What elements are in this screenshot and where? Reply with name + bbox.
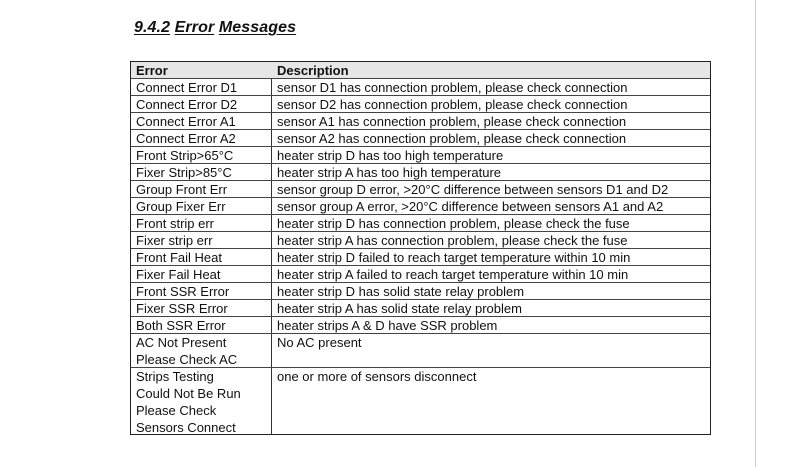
error-cell: Front strip err bbox=[136, 216, 215, 231]
table-header-row bbox=[131, 62, 710, 79]
error-cell: Both SSR Error bbox=[136, 318, 226, 333]
error-cell: Connect Error A2 bbox=[136, 131, 236, 146]
table-row bbox=[131, 249, 710, 266]
table-row bbox=[131, 164, 710, 181]
error-cell: Connect Error D1 bbox=[136, 80, 238, 95]
table-row bbox=[131, 113, 710, 130]
error-cell: Connect Error D2 bbox=[136, 97, 238, 112]
error-cell: Connect Error A1 bbox=[136, 114, 236, 129]
error-cell: Fixer Fail Heat bbox=[136, 267, 221, 282]
description-cell: heater strip A failed to reach target temperature within 10 min bbox=[277, 267, 629, 282]
error-cell: Group Front Err bbox=[136, 182, 228, 197]
page-margin-rule bbox=[755, 0, 756, 467]
description-cell: sensor D1 has connection problem, please check connection bbox=[277, 80, 628, 95]
description-cell: heater strip D has connection problem, please check the fuse bbox=[277, 216, 630, 231]
table-row bbox=[131, 317, 710, 334]
description-cell: one or more of sensors disconnect bbox=[277, 369, 477, 384]
error-cell: Group Fixer Err bbox=[136, 199, 226, 214]
error-cell: Fixer Strip>85°C bbox=[136, 165, 232, 180]
error-messages-table bbox=[130, 61, 711, 435]
section-title-word-1: Error bbox=[174, 19, 215, 36]
description-cell: heater strip A has connection problem, please check the fuse bbox=[277, 233, 628, 248]
error-cell: Strips Testing Could Not Be Run Please Check Sensors Connect bbox=[136, 369, 241, 435]
table-row bbox=[131, 198, 710, 215]
description-cell: sensor A1 has connection problem, please check connection bbox=[277, 114, 627, 129]
description-cell: sensor group A error, >20°C difference between sensors A1 and A2 bbox=[277, 199, 664, 214]
description-cell: heater strips A & D have SSR problem bbox=[277, 318, 498, 333]
table-row bbox=[131, 232, 710, 249]
description-cell: No AC present bbox=[277, 335, 362, 350]
table-row bbox=[131, 266, 710, 283]
error-cell: Fixer strip err bbox=[136, 233, 213, 248]
description-cell: sensor group D error, >20°C difference between sensors D1 and D2 bbox=[277, 182, 669, 197]
table-row bbox=[131, 283, 710, 300]
table-row bbox=[131, 96, 710, 113]
section-heading bbox=[134, 19, 296, 37]
description-cell: heater strip A has too high temperature bbox=[277, 165, 502, 180]
error-cell: Front Strip>65°C bbox=[136, 148, 234, 163]
section-number: 9.4.2 bbox=[134, 19, 171, 36]
table-row bbox=[131, 368, 710, 435]
table-row bbox=[131, 147, 710, 164]
header-error: Error bbox=[136, 63, 168, 78]
table-row bbox=[131, 79, 710, 96]
table-row bbox=[131, 130, 710, 147]
description-cell: heater strip D has solid state relay problem bbox=[277, 284, 525, 299]
description-cell: heater strip D has too high temperature bbox=[277, 148, 504, 163]
header-description: Description bbox=[277, 63, 349, 78]
error-cell: Front SSR Error bbox=[136, 284, 230, 299]
table-row bbox=[131, 181, 710, 198]
table-row bbox=[131, 215, 710, 232]
table-row bbox=[131, 334, 710, 368]
table-row bbox=[131, 300, 710, 317]
description-cell: heater strip D failed to reach target temperature within 10 min bbox=[277, 250, 631, 265]
error-cell: AC Not Present Please Check AC bbox=[136, 335, 238, 367]
section-title-word-2: Messages bbox=[218, 19, 297, 36]
description-cell: heater strip A has solid state relay problem bbox=[277, 301, 522, 316]
error-cell: Front Fail Heat bbox=[136, 250, 222, 265]
error-cell: Fixer SSR Error bbox=[136, 301, 228, 316]
description-cell: sensor D2 has connection problem, please check connection bbox=[277, 97, 628, 112]
description-cell: sensor A2 has connection problem, please check connection bbox=[277, 131, 627, 146]
